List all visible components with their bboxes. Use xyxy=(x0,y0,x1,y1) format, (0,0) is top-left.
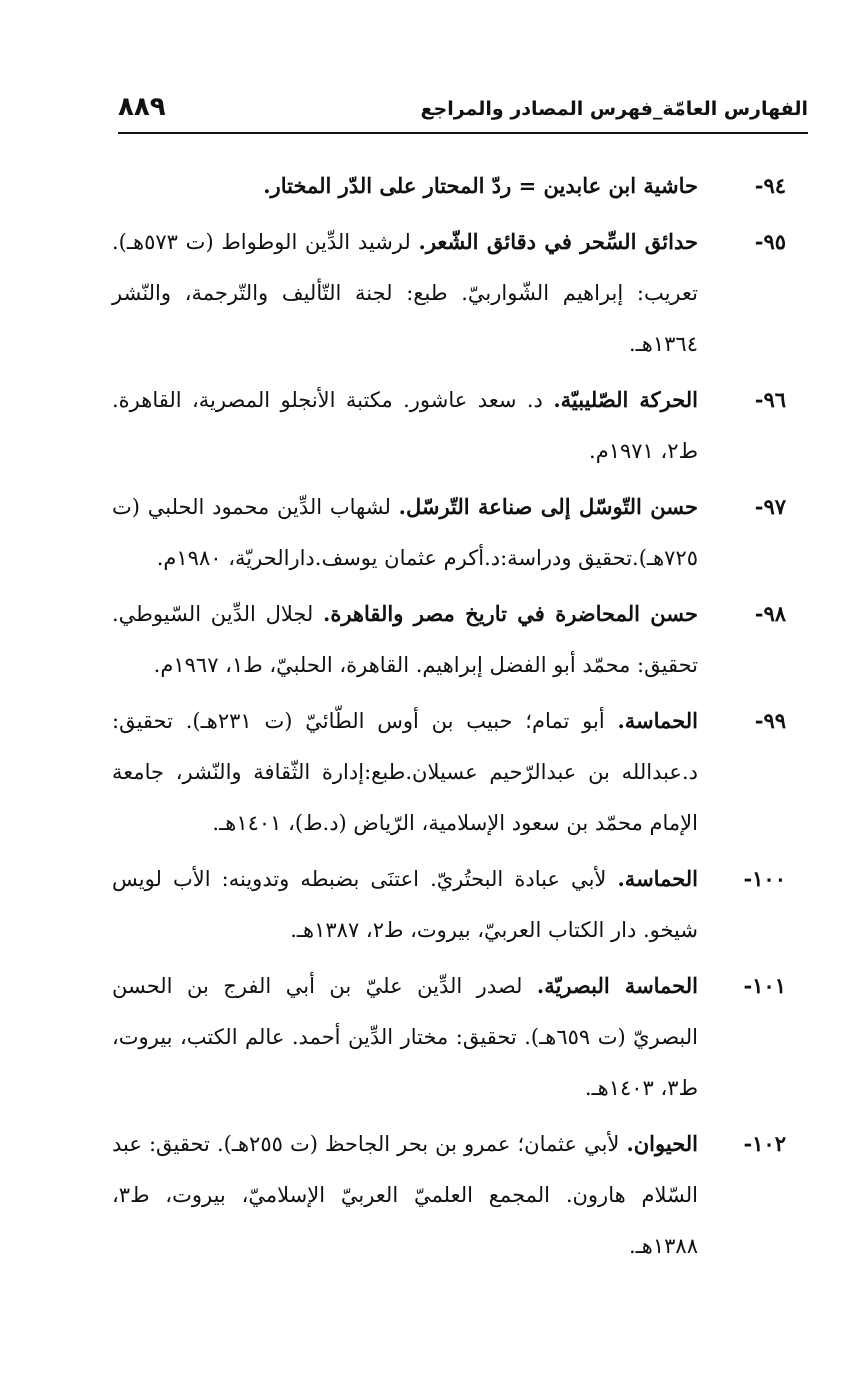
header-divider xyxy=(118,132,808,134)
entry-title: الحيوان. xyxy=(626,1131,698,1156)
bibliography-entry xyxy=(112,374,786,477)
entry-number: ١٠٢- xyxy=(743,1131,786,1156)
entry-details: لأبي عثمان؛ عمرو بن بحر الجاحظ (ت ٢٥٥هـ). تحقيق: عبد السّلام هارون. المجمع العلميّ العربيّ الإسلاميّ، بيروت، ط٣، ١٣٨٨هـ. xyxy=(112,1132,698,1258)
bibliography-list xyxy=(112,160,786,1276)
entry-title: الحماسة. xyxy=(617,866,698,891)
bibliography-entry xyxy=(112,853,786,956)
bibliography-entry xyxy=(112,588,786,691)
entry-number: ٩٥- xyxy=(754,229,786,254)
entry-details: لشهاب الدِّين محمود الحلبي (ت ٧٢٥هـ).تحقيق ودراسة:د.أكرم عثمان يوسف.دارالحريّة، ١٩٨٠م. xyxy=(112,495,698,570)
entry-details: أبو تمام؛ حبيب بن أوس الطّائيّ (ت ٢٣١هـ). تحقيق: د.عبدالله بن عبدالرّحيم عسيلان.طبع:إدارة الثّقافة والنّشر، جامعة الإمام محمّد بن سعود الإسلامية، الرّياض (د.ط)، ١٤٠١هـ. xyxy=(112,709,698,835)
entry-details: د. سعد عاشور. مكتبة الأنجلو المصرية، القاهرة. ط٢، ١٩٧١م. xyxy=(112,388,698,463)
entry-details: لأبي عبادة البحتُريّ. اعتنَى بضبطه وتدوينه: الأب لويس شيخو. دار الكتاب العربيّ، بيروت، ط٢، ١٣٨٧هـ. xyxy=(112,867,698,942)
entry-number: ٩٦- xyxy=(754,387,786,412)
entry-number: ٩٧- xyxy=(754,494,786,519)
entry-title: حدائق السِّحر في دقائق الشّعر. xyxy=(418,229,698,254)
entry-details: لجلال الدِّين السّيوطي. تحقيق: محمّد أبو الفضل إبراهيم. القاهرة، الحلبيّ، ط١، ١٩٦٧م. xyxy=(112,602,698,677)
bibliography-entry xyxy=(112,960,786,1114)
bibliography-entry xyxy=(112,1118,786,1272)
entry-title: حسن التّوسّل إلى صناعة التّرسّل. xyxy=(398,494,698,519)
entry-number: ٩٤- xyxy=(754,173,786,198)
running-title: الفهارس العامّة_فهرس المصادر والمراجع xyxy=(420,98,808,120)
bibliography-entry xyxy=(112,695,786,849)
entry-number: ٩٨- xyxy=(754,601,786,626)
running-header xyxy=(118,92,808,130)
entry-title: الحماسة البصريّة. xyxy=(536,973,698,998)
entry-number: ١٠٠- xyxy=(743,866,786,891)
bibliography-entry xyxy=(112,160,786,212)
entry-title: حاشية ابن عابدين = ردّ المحتار على الدّر المختار. xyxy=(263,173,698,198)
bibliography-entry xyxy=(112,216,786,370)
entry-title: الحماسة. xyxy=(617,708,698,733)
entry-title: الحركة الصّليبيّة. xyxy=(553,387,698,412)
entry-details: لصدر الدِّين عليّ بن أبي الفرج بن الحسن البصريّ (ت ٦٥٩هـ). تحقيق: مختار الدِّين أحمد. عالم الكتب، بيروت، ط٣، ١٤٠٣هـ. xyxy=(112,974,698,1100)
entry-number: ٩٩- xyxy=(754,708,786,733)
page-number: ٨٨٩ xyxy=(118,92,166,122)
entry-number: ١٠١- xyxy=(743,973,786,998)
entry-details: لرشيد الدِّين الوطواط (ت ٥٧٣هـ). تعريب: إبراهيم الشّواربيّ. طبع: لجنة التّأليف والتّرجمة، والنّشر ١٣٦٤هـ. xyxy=(112,230,698,356)
bibliography-entry xyxy=(112,481,786,584)
entry-title: حسن المحاضرة في تاريخ مصر والقاهرة. xyxy=(323,601,698,626)
